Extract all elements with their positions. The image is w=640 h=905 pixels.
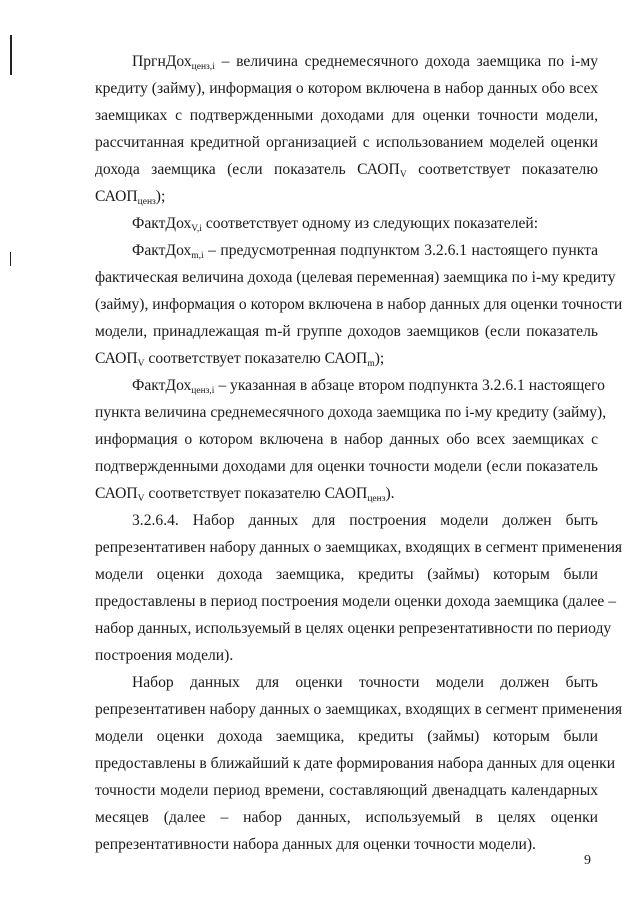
text-line xyxy=(95,79,598,98)
text-fragment: – величина среднемесячного дохода заемщика по i-му xyxy=(214,53,598,70)
text-line xyxy=(95,430,598,449)
text-fragment: ); xyxy=(155,188,166,205)
text-line xyxy=(95,592,617,611)
text-fragment: ФактДох xyxy=(132,215,192,232)
subscript-index: V xyxy=(399,170,407,180)
text-fragment: рассчитанная кредитной организацией с использованием моделей оценки xyxy=(95,134,598,151)
text-fragment: модели, принадлежащая m-й группе доходов заемщиков (если показатель xyxy=(95,323,598,340)
text-fragment: месяцев (далее – набор данных, используемый в целях оценки xyxy=(95,809,598,826)
text-fragment: соответствует показателю xyxy=(406,161,598,178)
text-fragment: (займу), информация о котором включена в набор данных для оценки точности xyxy=(95,296,623,313)
subscript-index: V xyxy=(137,359,145,369)
text-line xyxy=(95,727,598,746)
text-line xyxy=(95,835,598,854)
text-line xyxy=(95,619,612,638)
text-fragment: дохода заемщика (если показатель САОП xyxy=(95,161,400,178)
text-line xyxy=(132,214,598,233)
text-line xyxy=(132,673,598,692)
text-line xyxy=(95,187,598,206)
text-fragment: построения модели). xyxy=(95,647,234,664)
text-fragment: САОП xyxy=(95,350,138,367)
text-fragment: соответствует показателю САОП xyxy=(144,485,368,502)
text-fragment: – указанная в абзаце втором подпункта 3.2.6.1 настоящего xyxy=(214,377,605,394)
text-line xyxy=(95,646,598,665)
text-fragment: предоставлены в ближайший к дате формирования набора данных для оценки xyxy=(95,755,616,772)
text-line xyxy=(95,403,607,422)
text-fragment: модели оценки дохода заемщика, кредиты (займы) которым были xyxy=(95,728,598,745)
text-fragment: пункта величина среднемесячного дохода заемщика по i-му кредиту (займу), xyxy=(95,404,607,421)
text-fragment: фактическая величина дохода (целевая переменная) заемщика по i-му кредиту xyxy=(95,269,616,286)
text-fragment: ); xyxy=(374,350,385,367)
text-fragment: ). xyxy=(385,485,395,502)
text-fragment: Набор данных для оценки точности модели должен быть xyxy=(132,674,598,691)
text-line xyxy=(132,241,598,260)
text-fragment: – предусмотренная подпунктом 3.2.6.1 настоящего пункта xyxy=(203,242,598,259)
text-line xyxy=(132,511,598,530)
text-fragment: модели оценки дохода заемщика, кредиты (займы) которым были xyxy=(95,566,598,583)
text-line xyxy=(95,295,623,314)
text-fragment: соответствует показателю САОП xyxy=(144,350,368,367)
text-fragment: информация о котором включена в набор данных обо всех заемщиках с xyxy=(95,431,598,448)
text-line xyxy=(95,160,598,179)
subscript-index: ценз,i xyxy=(191,386,215,396)
text-fragment: репрезентативен набору данных о заемщиках, входящих в сегмент применения xyxy=(95,539,623,556)
subscript-index: ценз,i xyxy=(191,62,215,72)
text-fragment: ПргнДох xyxy=(132,53,192,70)
subscript-index: ценз xyxy=(137,197,156,207)
text-fragment: заемщиках с подтвержденными доходами для оценки точности модели, xyxy=(95,107,598,124)
text-line xyxy=(95,808,598,827)
text-line xyxy=(95,781,598,800)
text-line xyxy=(95,457,598,476)
subscript-index: ценз xyxy=(367,494,386,504)
text-fragment: репрезентативен набору данных о заемщиках, входящих в сегмент применения xyxy=(95,701,623,718)
text-line xyxy=(95,268,616,287)
subscript-index: V,i xyxy=(191,224,202,234)
text-line xyxy=(95,322,598,341)
text-line xyxy=(95,700,623,719)
text-line xyxy=(132,376,605,396)
text-fragment: точности модели период времени, составляющий двенадцать календарных xyxy=(95,782,598,799)
text-fragment: соответствует одному из следующих показателей: xyxy=(201,215,539,232)
text-line xyxy=(95,133,598,152)
text-line xyxy=(95,538,623,557)
text-line xyxy=(95,565,598,584)
text-line xyxy=(95,754,616,773)
page-number: 9 xyxy=(584,853,591,868)
text-line xyxy=(132,52,598,71)
text-fragment: ФактДох xyxy=(132,377,192,394)
text-fragment: САОП xyxy=(95,485,138,502)
text-fragment: кредиту (займу), информация о котором включена в набор данных обо всех xyxy=(95,80,598,97)
subscript-index: V xyxy=(137,494,145,504)
text-fragment: предоставлены в период построения модели оценки дохода заемщика (далее – xyxy=(95,593,617,610)
scan-edge-mark-top xyxy=(10,35,12,75)
subscript-index: m,i xyxy=(191,251,204,261)
subscript-index: m xyxy=(367,359,375,369)
text-fragment: ФактДох xyxy=(132,242,192,259)
text-fragment: подтвержденными доходами для оценки точности модели (если показатель xyxy=(95,458,598,475)
text-fragment: 3.2.6.4. Набор данных для построения модели должен быть xyxy=(132,512,598,529)
text-fragment: САОП xyxy=(95,188,138,205)
text-line xyxy=(95,106,598,125)
text-line xyxy=(95,484,598,503)
scan-edge-mark-bottom xyxy=(10,252,11,266)
text-fragment: репрезентативности набора данных для оценки точности модели). xyxy=(95,836,536,853)
text-line xyxy=(95,349,598,368)
text-fragment: набор данных, используемый в целях оценки репрезентативности по периоду xyxy=(95,620,612,637)
